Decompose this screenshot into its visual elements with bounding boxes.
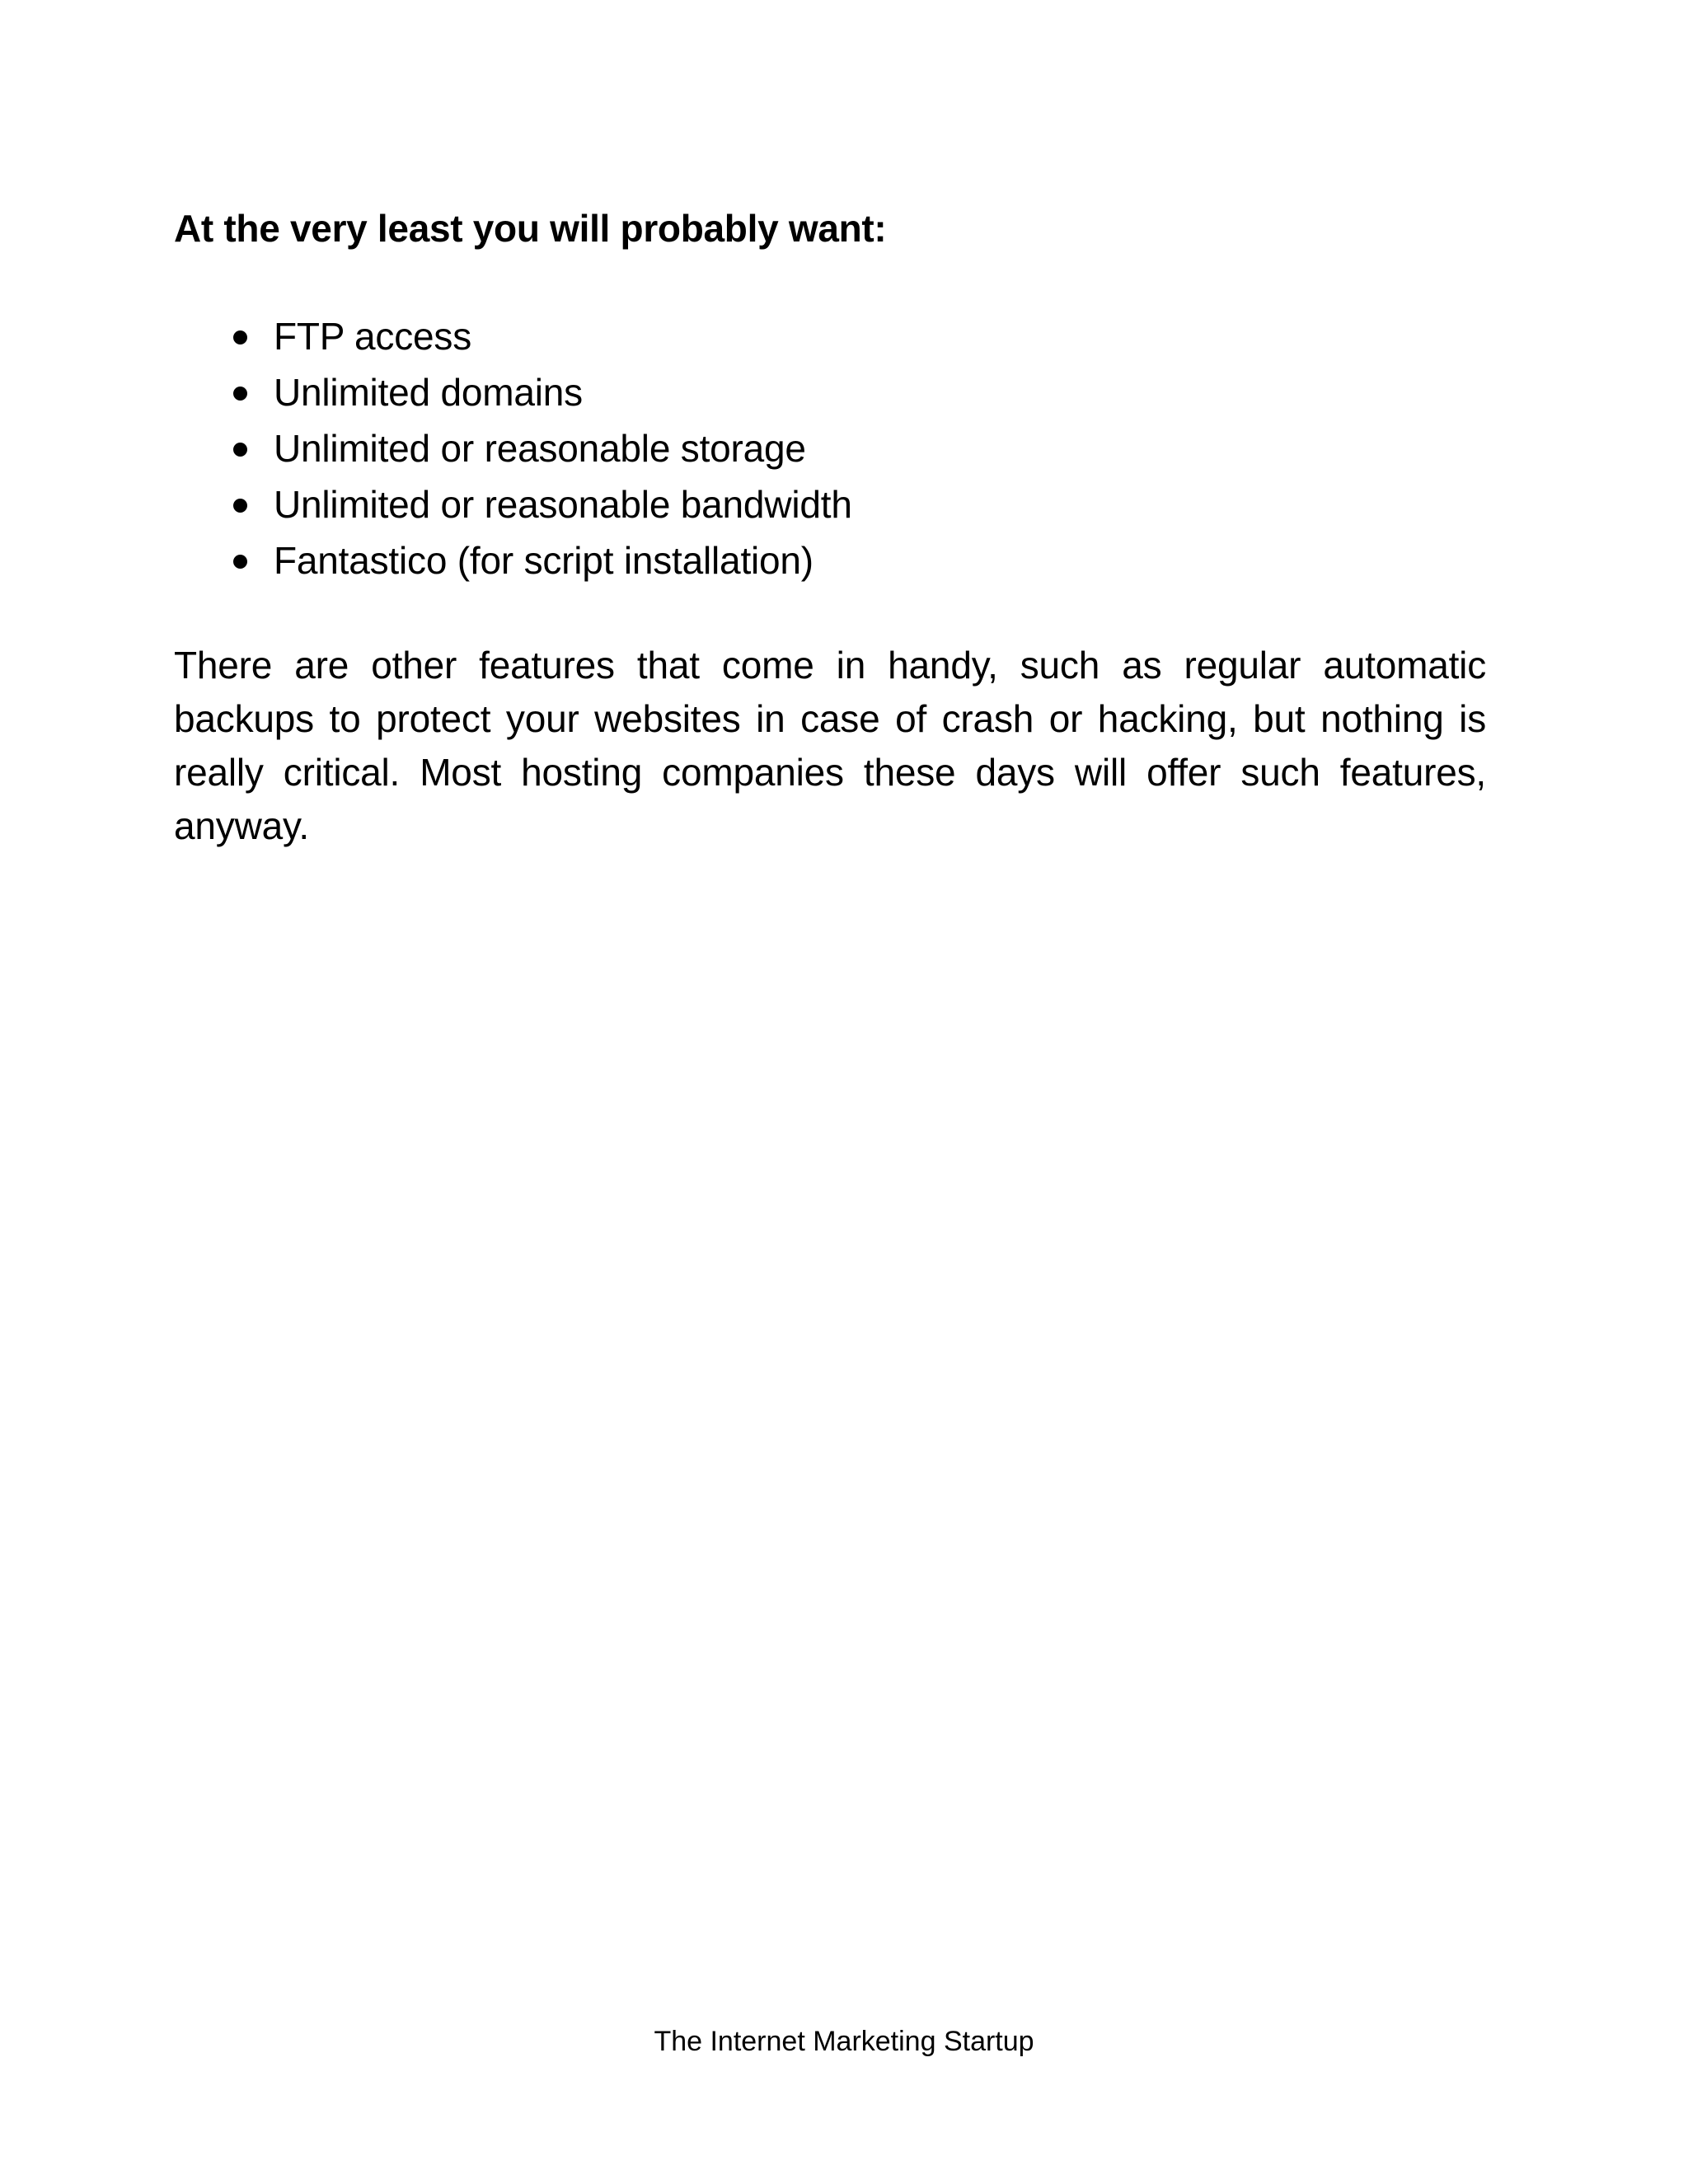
list-item-text: Unlimited domains	[274, 371, 583, 414]
list-item-text: Unlimited or reasonable bandwidth	[274, 483, 852, 526]
list-item-text: FTP access	[274, 315, 471, 358]
bullet-icon	[233, 387, 247, 401]
body-paragraph: There are other features that come in handy, such as regular automatic backups to protect your websites in case of crash or hacking, but nothing is really critical. Most hosting companies these days will offer such features, anyway.	[174, 644, 1486, 847]
bullet-icon	[233, 555, 247, 569]
list-item-text: Fantastico (for script installation)	[274, 539, 814, 582]
list-item-text: Unlimited or reasonable storage	[274, 427, 806, 470]
section-heading: At the very least you will probably want:	[174, 207, 887, 250]
bullet-icon	[233, 330, 247, 344]
page-footer: The Internet Marketing Startup	[654, 2026, 1034, 2057]
bullet-icon	[233, 443, 247, 457]
bullet-icon	[233, 499, 247, 513]
